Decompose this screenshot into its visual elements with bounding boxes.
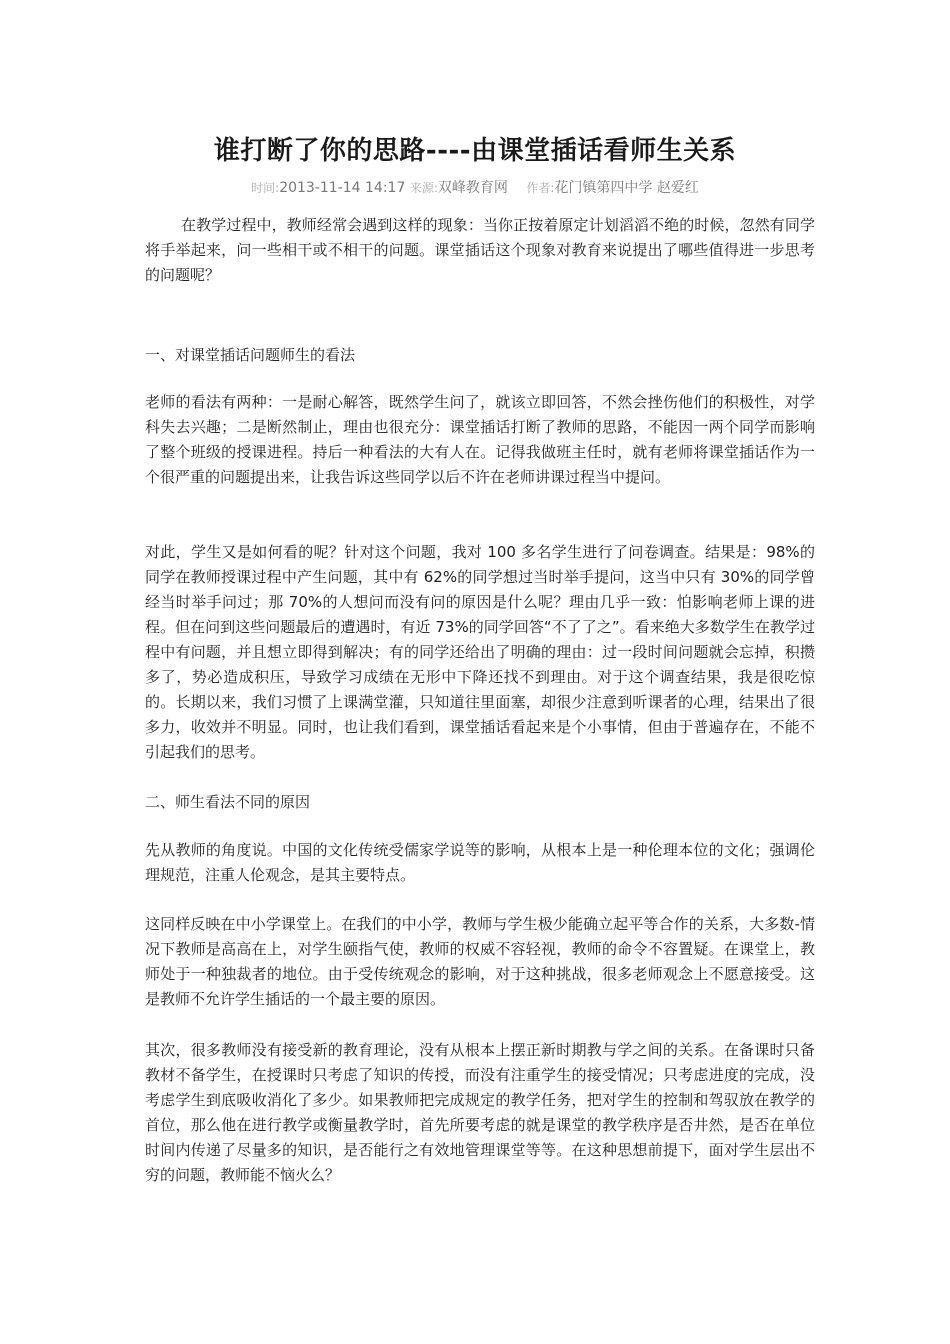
author-value: 花门镇第四中学 赵爱红: [554, 180, 699, 196]
source-value: 双峰教育网: [437, 180, 508, 196]
time-value: 2013-11-14 14:17: [279, 180, 406, 196]
section1-heading: 一、对课堂插话问题师生的看法: [145, 346, 356, 364]
author-label: 作者:: [526, 181, 555, 195]
section2-heading: 二、师生看法不同的原因: [145, 793, 311, 811]
article-meta: [0, 177, 950, 197]
section2-paragraph-3: 其次，很多教师没有接受新的教育理论，没有从根本上摆正新时期教与学之间的关系。在备课时只备教材不备学生，在授课时只考虑了知识的传授，而没有注重学生的接受情况；只考虑进度的完成，没考虑学生到底吸收消化了多少。如果教师把完成规定的教学任务，把对学生的控制和驾驭放在教学的首位，那么他在进行教学或衡量教学时，首先所要考虑的就是课堂的教学秩序是否井然，是否在单位时间内传递了尽量多的知识，是否能行之有效地管理课堂等等。在这种思想前提下，面对学生层出不穷的问题，教师能不恼火么？: [145, 1041, 815, 1184]
source-label: 来源:: [409, 181, 438, 195]
intro-paragraph: 在教学过程中，教师经常会遇到这样的现象：当你正按着原定计划滔滔不绝的时候，忽然有同学将手举起来，问一些相干或不相干的问题。课堂插话这个现象对教育来说提出了哪些值得进一步思考的问题呢？: [145, 216, 815, 284]
section1-paragraph-1: 老师的看法有两种：一是耐心解答，既然学生问了，就该立即回答，不然会挫伤他们的积极性，对学科失去兴趣；二是断然制止，理由也很充分：课堂插话打断了教师的思路，不能因一两个同学而影响了整个班级的授课进程。持后一种看法的大有人在。记得我做班主任时，就有老师将课堂插话作为一个很严重的问题提出来，让我告诉这些同学以后不许在老师讲课过程当中提问。: [145, 393, 815, 486]
section2-paragraph-1: 先从教师的角度说。中国的文化传统受儒家学说等的影响，从根本上是一种伦理本位的文化；强调伦理规范，注重人伦观念，是其主要特点。: [145, 841, 815, 884]
section1-paragraph-2: 对此，学生又是如何看的呢？针对这个问题，我对 100 多名学生进行了问卷调查。结果是：98%的同学在教师授课过程中产生问题，其中有 62%的同学想过当时举手提问，这当中只有 30%的同学曾经当时举手问过；那 70%的人想问而没有问的原因是什么呢？理由几乎一致：怕影响老师上课的进程。但在问到这些问题最后的遭遇时，有近 73%的同学回答“不了了之”。看来绝大多数学生在教学过程中有问题，并且想立即得到解决；有的同学还给出了明确的理由：过一段时间问题就会忘掉，积攒多了，势必造成积压，导致学习成绩在无形中下降还找不到理由。对于这个调查结果，我是很吃惊的。长期以来，我们习惯了上课满堂灌，只知道往里面塞，却很少注意到听课者的心理，结果出了很多力，收效并不明显。同时，也让我们看到，课堂插话看起来是个小事情，但由于普遍存在，不能不引起我们的思考。: [145, 543, 815, 761]
time-label: 时间:: [251, 181, 280, 195]
section2-paragraph-2: 这同样反映在中小学课堂上。在我们的中小学，教师与学生极少能确立起平等合作的关系，大多数-情况下教师是高高在上，对学生颐指气使，教师的权威不容轻视，教师的命令不容置疑。在课堂上，教师处于一种独裁者的地位。由于受传统观念的影响，对于这种挑战，很多老师观念上不愿意接受。这是教师不允许学生插话的一个最主要的原因。: [145, 915, 815, 1008]
article-title: 谁打断了你的思路----由课堂插话看师生关系: [213, 136, 737, 166]
